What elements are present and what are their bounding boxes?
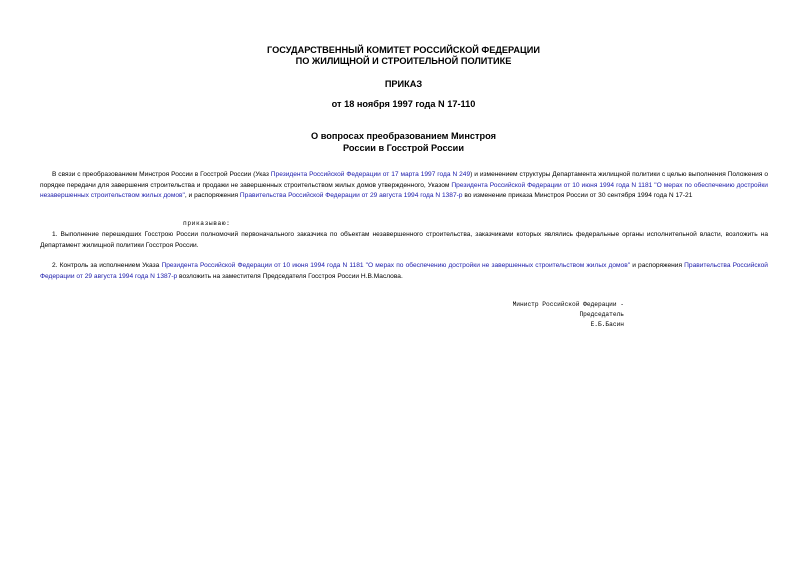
signatory-position-1: Министр Российской Федерации - [512,301,624,308]
preamble-text-2: ) и изменением структуры Департамента жилищной политики с целью выполнения Положения о порядке передачи для завершения строительства и продажи не завершенных строительством жилых домов утвержденного, Указом [40,171,768,189]
preamble-text-4: во изменение приказа Минстроя России от 30 сентября 1994 года N 17-21 [462,192,693,200]
clause-2-text-3: возложить на заместителя Председателя Госстроя России Н.В.Маслова. [177,272,403,280]
clause-2-paragraph [40,261,768,282]
clause-2-text-2: и распоряжения [630,262,685,269]
issuer-line-2: ПО ЖИЛИЩНОЙ И СТРОИТЕЛЬНОЙ ПОЛИТИКЕ [295,56,512,66]
order-1387-link[interactable]: Правительства Российской Федерации от 29 августа 1994 года N 1387-р [239,192,463,200]
preamble-text-3: , и распоряжения [184,192,240,200]
signature-block [498,300,624,330]
clause-2-text-1: 2. Контроль за исполнением Указа [52,262,162,269]
document-type-title: ПРИКАЗ [384,79,423,89]
decree-1181-link[interactable]: Президента Российской Федерации от 10 июня 1994 года N 1181 "О мерах по обеспечению достройки незавершенных строительством жилых домов" [40,181,768,200]
decree-249-link[interactable]: Президента Российской Федерации от 17 марта 1997 года N 249 [270,171,471,178]
issuer-line-1: ГОСУДАРСТВЕННЫЙ КОМИТЕТ РОССИЙСКОЙ ФЕДЕРАЦИИ [267,45,540,55]
document-date-number: от 18 ноября 1997 года N 17-110 [331,99,476,109]
preamble-text-1: В связи с преобразованием Минстроя России в Госстрой России (Указ [52,171,271,178]
subject-line-1: О вопросах преобразованием Минстроя [311,131,496,141]
clause-2-decree-1181-link[interactable]: Президента Российской Федерации от 10 июня 1994 года N 1181 "О мерах по обеспечению достройки не завершенных строительством жилых домов" [161,262,631,269]
subject-line-2: России в Госстрой России [343,143,464,153]
clause-2-order-1387-link[interactable]: Правительства Российской Федерации от 29 августа 1994 года N 1387-р [40,262,768,280]
issuer-header [0,45,807,67]
preamble-paragraph [40,170,768,202]
document-subject [0,130,807,154]
clause-1-paragraph: 1. Выполнение перешедших Госстрою России полномочий первоначального заказчика по объектам незавершенного строительства, заказчиками которых являлись федеральные органы исполнительной власти, возложить на Департамент жилищной политики Госстроя России. [40,231,768,249]
orders-keyword: приказываю: [183,220,231,227]
signatory-name: Е.Б.Басин [590,321,624,328]
signatory-position-2: Председатель [579,311,624,318]
